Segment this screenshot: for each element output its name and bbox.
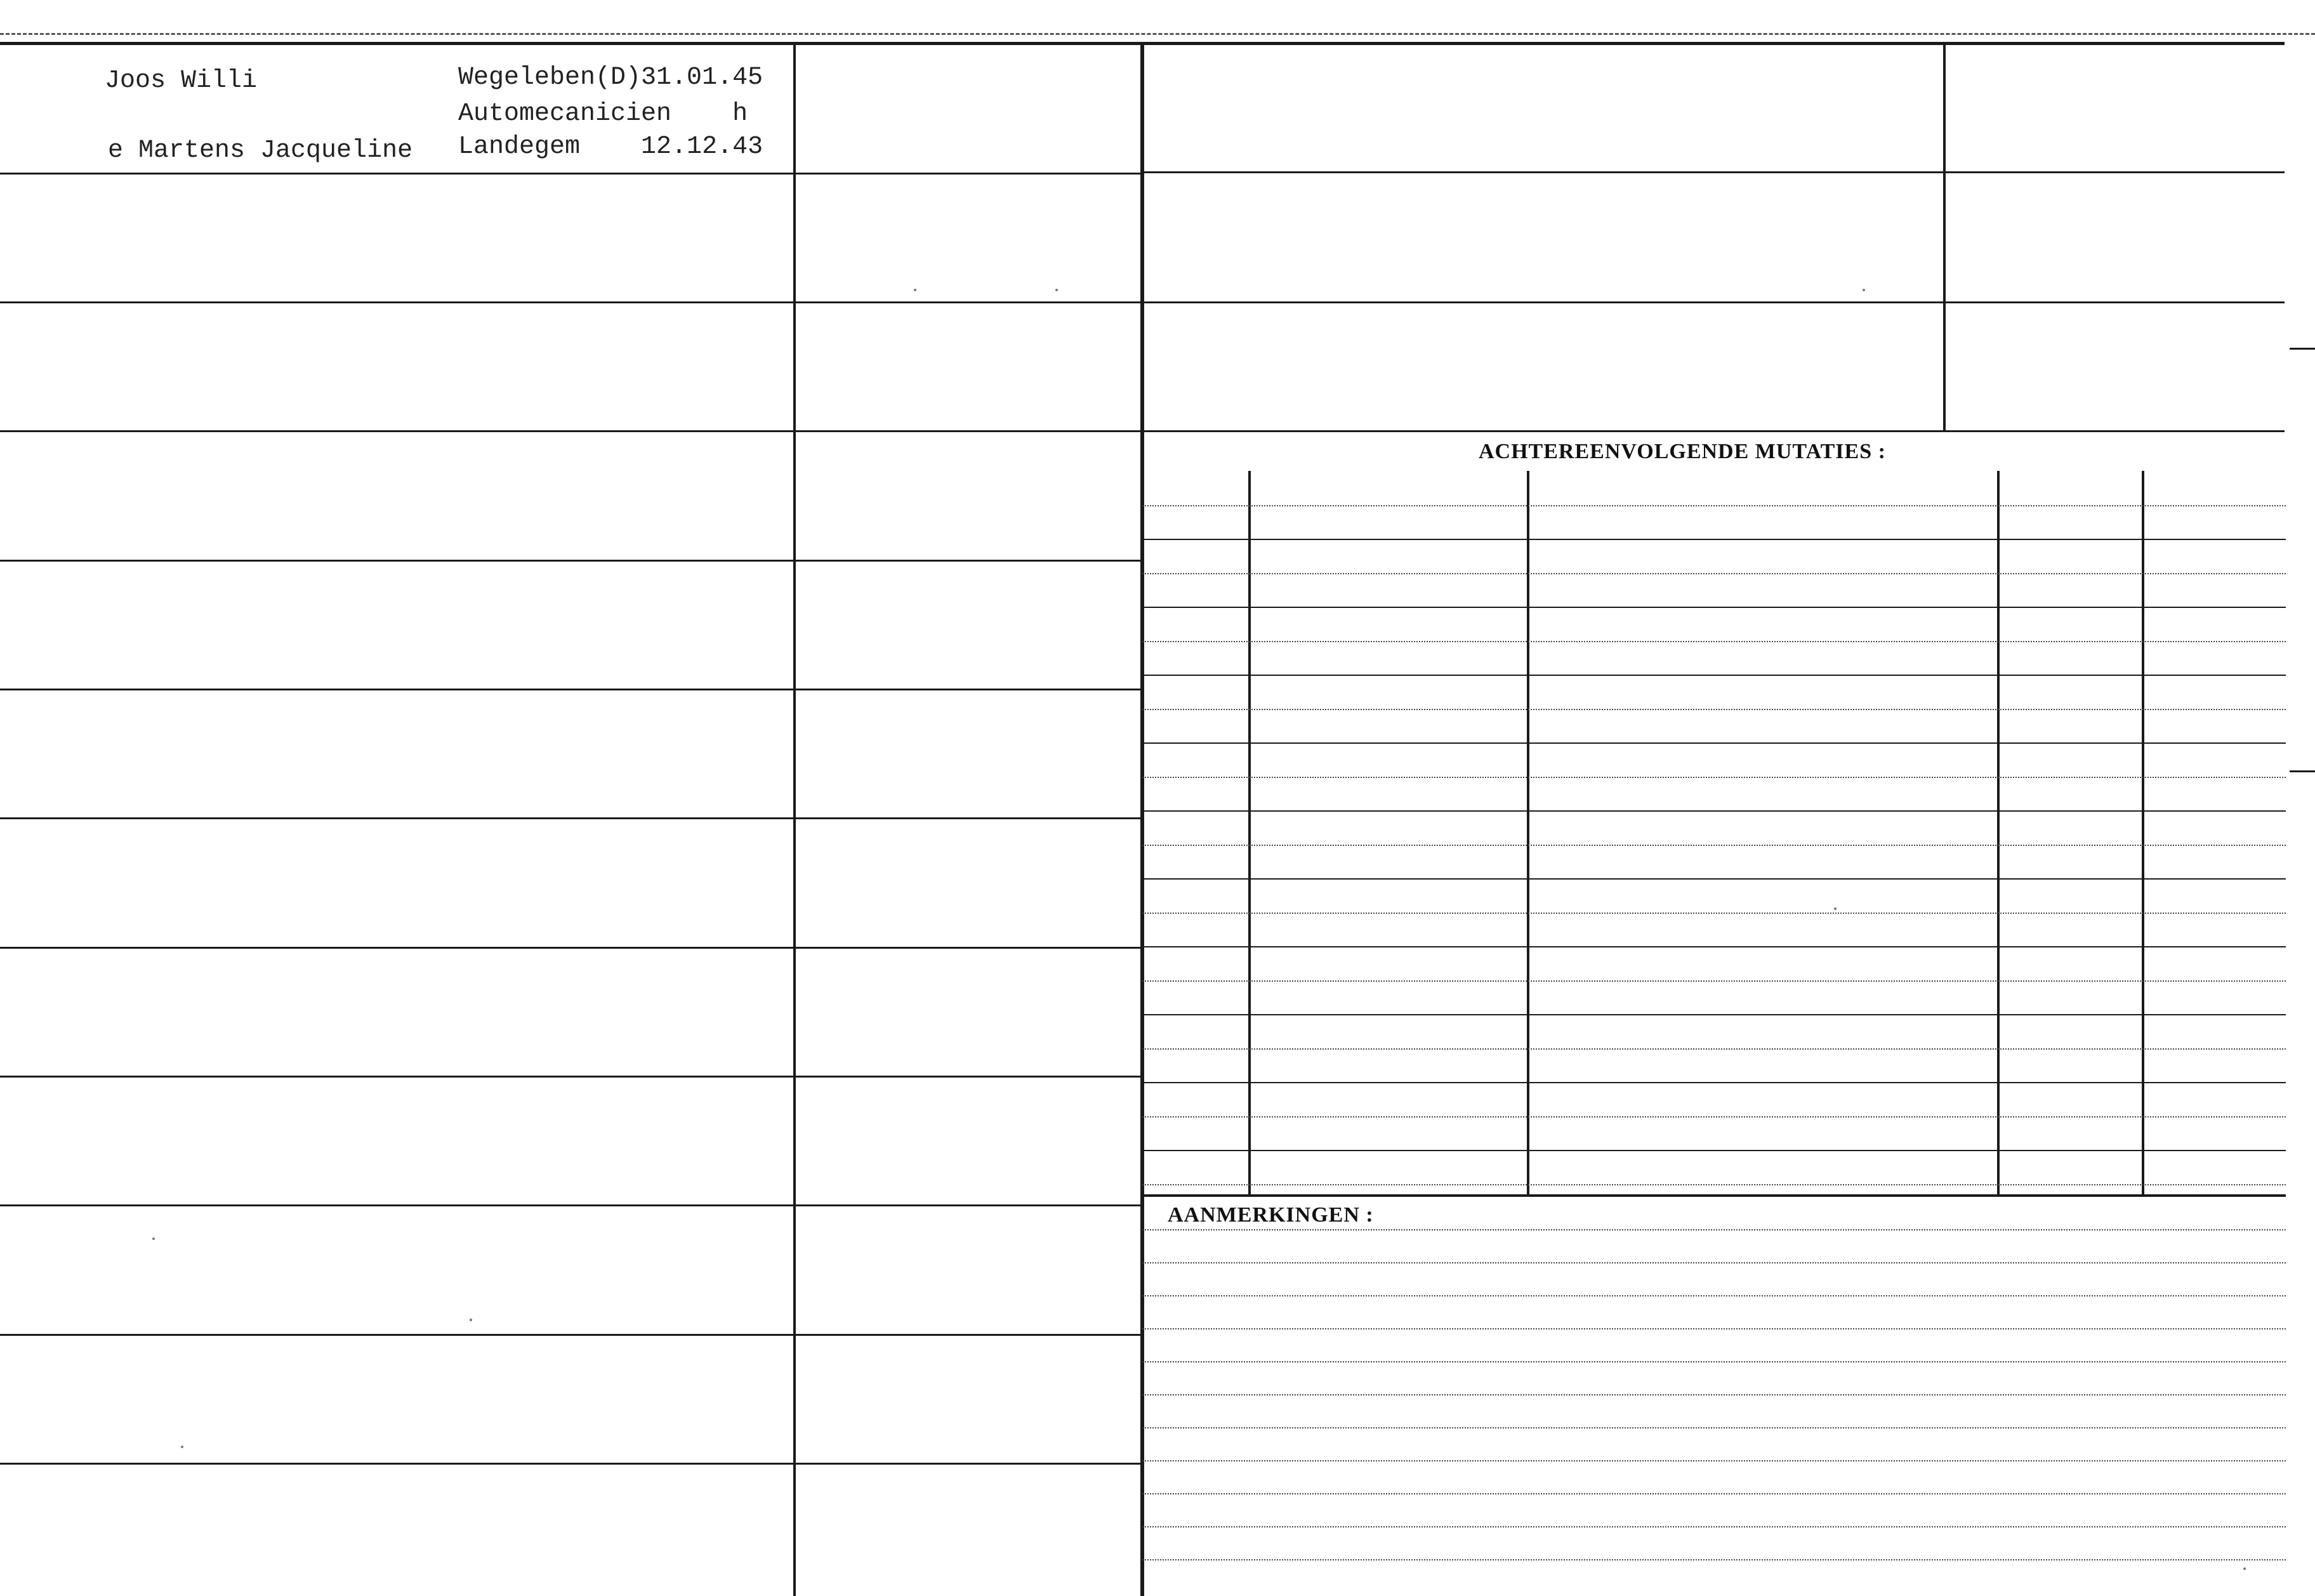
remarks-line (1142, 1526, 2286, 1527)
left-row-line (0, 1204, 1142, 1206)
mutations-row-line (1142, 742, 2286, 744)
mutations-row-line (1142, 573, 2286, 574)
scan-speck (1834, 907, 1837, 910)
mutations-row-line (1142, 845, 2286, 846)
left-row-line (0, 947, 1142, 949)
mutations-row-line (1142, 675, 2286, 676)
scan-speck (2243, 1567, 2246, 1570)
remarks-line (1142, 1262, 2286, 1263)
mutations-row-line (1142, 1048, 2286, 1050)
mutations-row-line (1142, 946, 2286, 947)
scan-speck (152, 1237, 155, 1240)
left-row-line (0, 1463, 1142, 1465)
scan-speck (470, 1319, 472, 1321)
left-row-line (0, 173, 1142, 175)
occupation: Automecanicien h (458, 100, 748, 128)
left-row-line (0, 560, 1142, 562)
right-row-3 (1142, 430, 2285, 432)
mutations-row-line (1142, 1150, 2286, 1151)
scan-speck (914, 289, 916, 291)
remarks-line (1142, 1427, 2286, 1428)
mutations-row-line (1142, 810, 2286, 812)
person-name: Joos Willi (105, 67, 258, 95)
scan-speck (1863, 289, 1865, 291)
remarks-area (1142, 1196, 2286, 1596)
scan-speck (181, 1446, 183, 1448)
mutations-row-line (1142, 913, 2286, 914)
scan-speck (1055, 289, 1058, 291)
right-row-2 (1142, 301, 2285, 303)
left-row-line (0, 301, 1142, 303)
spouse-place-date: Landegem 12.12.43 (458, 133, 763, 161)
mutations-row-line (1142, 777, 2286, 778)
right-row-1 (1142, 171, 2285, 173)
spouse-name: e Martens Jacqueline (108, 136, 413, 165)
remarks-heading: AANMERKINGEN : (1168, 1203, 1374, 1227)
birth-place-date: Wegeleben(D)31.01.45 (458, 63, 763, 92)
right-top-column-rule (1943, 43, 1946, 430)
mutations-col-3 (1997, 471, 2000, 1194)
mutations-row-line (1142, 607, 2286, 608)
remarks-line (1142, 1493, 2286, 1494)
left-row-line (0, 1334, 1142, 1336)
mutations-row-line (1142, 539, 2286, 540)
remarks-line (1142, 1361, 2286, 1362)
left-row-line (0, 817, 1142, 819)
top-edge-line (0, 33, 2315, 35)
mutations-table (1142, 471, 2286, 1194)
left-row-line (0, 430, 1142, 432)
mutations-row-line (1142, 505, 2286, 506)
margin-mark-bottom (2290, 770, 2315, 772)
margin-mark-top (2290, 348, 2315, 350)
mutations-row-line (1142, 1184, 2286, 1185)
mutations-row-line (1142, 1116, 2286, 1118)
remarks-line (1142, 1328, 2286, 1329)
mutations-row-line (1142, 1082, 2286, 1083)
mutations-col-4 (2142, 471, 2144, 1194)
mutations-col-1 (1248, 471, 1251, 1194)
left-row-line (0, 1076, 1142, 1078)
mutations-row-line (1142, 878, 2286, 880)
remarks-line (1142, 1460, 2286, 1461)
left-row-line (0, 689, 1142, 690)
remarks-line (1142, 1559, 2286, 1560)
mutations-row-line (1142, 709, 2286, 710)
mutations-heading: ACHTEREENVOLGENDE MUTATIES : (1479, 440, 1886, 463)
remarks-line (1142, 1295, 2286, 1296)
remarks-line (1142, 1394, 2286, 1395)
remarks-line (1142, 1229, 2286, 1230)
mutations-col-2 (1527, 471, 1529, 1194)
left-column-rule (793, 43, 796, 1596)
mutations-row-line (1142, 980, 2286, 982)
mutations-row-line (1142, 641, 2286, 642)
mutations-row-line (1142, 1014, 2286, 1015)
